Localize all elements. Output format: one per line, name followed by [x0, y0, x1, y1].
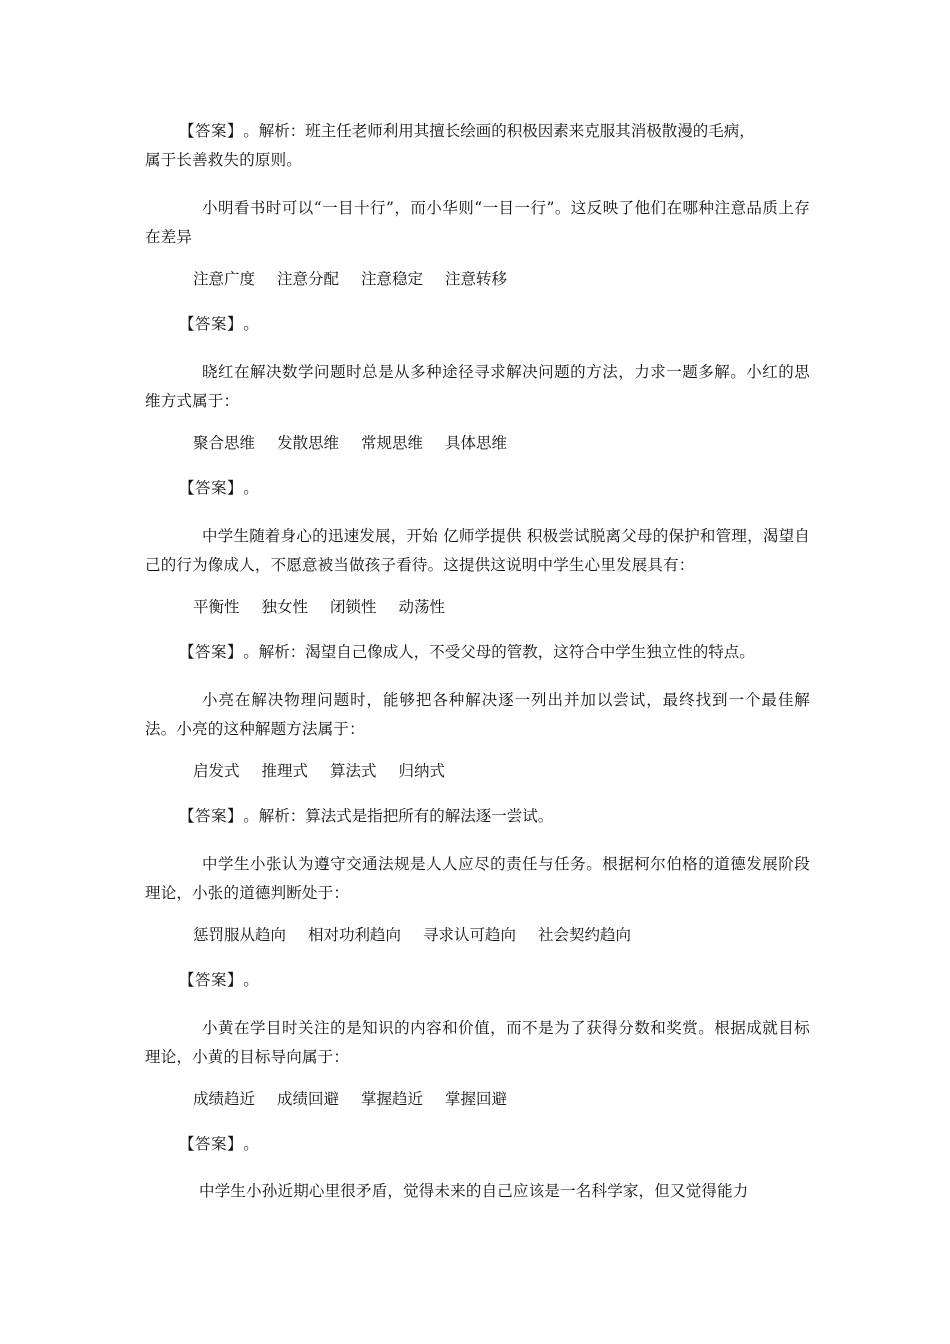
- option-item: 寻求认可趋向: [423, 926, 517, 944]
- answer-text: 。解析：班主任老师利用其擅长绘画的积极因素来克服其消极散漫的毛病，: [243, 122, 755, 140]
- question-text: 小黄在学目时关注的是知识的内容和价值，而不是为了获得分数和奖赏。根据成就目标理论，小黄的目标导向属于：: [145, 1019, 810, 1066]
- option-item: 具体思维: [445, 434, 508, 452]
- answer-text: 。解析：算法式是指把所有的解法逐一尝试。: [243, 807, 554, 825]
- option-item: 注意稳定: [361, 270, 424, 288]
- answer-label: 【答案】: [179, 971, 236, 989]
- answer-label: 【答案】: [179, 479, 236, 497]
- option-item: 独女性: [261, 598, 309, 616]
- answer-label: 【答案】: [179, 807, 236, 825]
- question-text: 晓红在解决数学问题时总是从多种途径寻求解决问题的方法，力求一题多解。小红的思维方式属于：: [145, 363, 810, 410]
- answer-line: [179, 970, 259, 990]
- option-item: 注意分配: [277, 270, 340, 288]
- option-item: 成绩回避: [277, 1090, 340, 1108]
- answer-line: [179, 314, 259, 334]
- options-row: [193, 597, 445, 617]
- option-item: 启发式: [193, 762, 240, 780]
- option-item: 掌握回避: [445, 1090, 508, 1108]
- answer-label: 【答案】: [179, 315, 236, 333]
- question-text: 小亮在解决物理问题时，能够把各种解决逐一列出并加以尝试，最终找到一个最佳解法。小亮的这种解题方法属于：: [145, 691, 810, 738]
- options-row: [193, 761, 445, 781]
- option-item: 平衡性: [193, 598, 240, 616]
- option-item: 算法式: [330, 762, 377, 780]
- option-item: 闭锁性: [330, 598, 377, 616]
- question-text-partial: 中学生小孙近期心里很矛盾，觉得未来的自己应该是一名科学家，但又觉得能力: [199, 1182, 749, 1200]
- option-item: 相对功利趋向: [308, 926, 402, 944]
- option-item: 动荡性: [398, 598, 446, 616]
- answer-label: 【答案】: [179, 643, 236, 661]
- option-item: 注意广度: [193, 270, 256, 288]
- option-item: 归纳式: [398, 762, 446, 780]
- answer-line: [179, 1134, 259, 1154]
- answer-label: 【答案】: [179, 1135, 236, 1153]
- answer-line: [179, 121, 755, 141]
- question-text: 中学生小张认为遵守交通法规是人人应尽的责任与任务。根据柯尔伯格的道德发展阶段理论，小张的道德判断处于：: [145, 855, 810, 902]
- options-row: [193, 1089, 507, 1109]
- answer-text: 。: [243, 315, 259, 333]
- answer-text: 。: [243, 479, 259, 497]
- option-item: 推理式: [261, 762, 309, 780]
- answer-line: [179, 478, 259, 498]
- options-row: [193, 925, 631, 945]
- option-item: 社会契约趋向: [538, 926, 632, 944]
- option-item: 常规思维: [361, 434, 424, 452]
- question-text: 小明看书时可以“一目十行”，而小华则“一目一行”。这反映了他们在哪种注意品质上存在差异: [145, 199, 810, 246]
- answer-label: 【答案】: [179, 122, 236, 140]
- question-text: 中学生随着身心的迅速发展，开始 亿师学提供 积极尝试脱离父母的保护和管理，渴望自己的行为像成人，不愿意被当做孩子看待。这提供这说明中学生心里发展具有：: [145, 527, 810, 574]
- answer-line: [179, 642, 755, 662]
- options-row: [193, 269, 507, 289]
- answer-text: 。解析：渴望自己像成人，不受父母的管教，这符合中学生独立性的特点。: [243, 643, 755, 661]
- options-row: [193, 433, 507, 453]
- option-item: 注意转移: [445, 270, 508, 288]
- option-item: 聚合思维: [193, 434, 256, 452]
- answer-text: 。: [243, 1135, 259, 1153]
- option-item: 惩罚服从趋向: [193, 926, 287, 944]
- option-item: 掌握趋近: [361, 1090, 424, 1108]
- option-item: 发散思维: [277, 434, 340, 452]
- answer-text: 。: [243, 971, 259, 989]
- option-item: 成绩趋近: [193, 1090, 256, 1108]
- answer-continuation: 属于长善救失的原则。: [145, 151, 303, 169]
- answer-line: [179, 806, 553, 826]
